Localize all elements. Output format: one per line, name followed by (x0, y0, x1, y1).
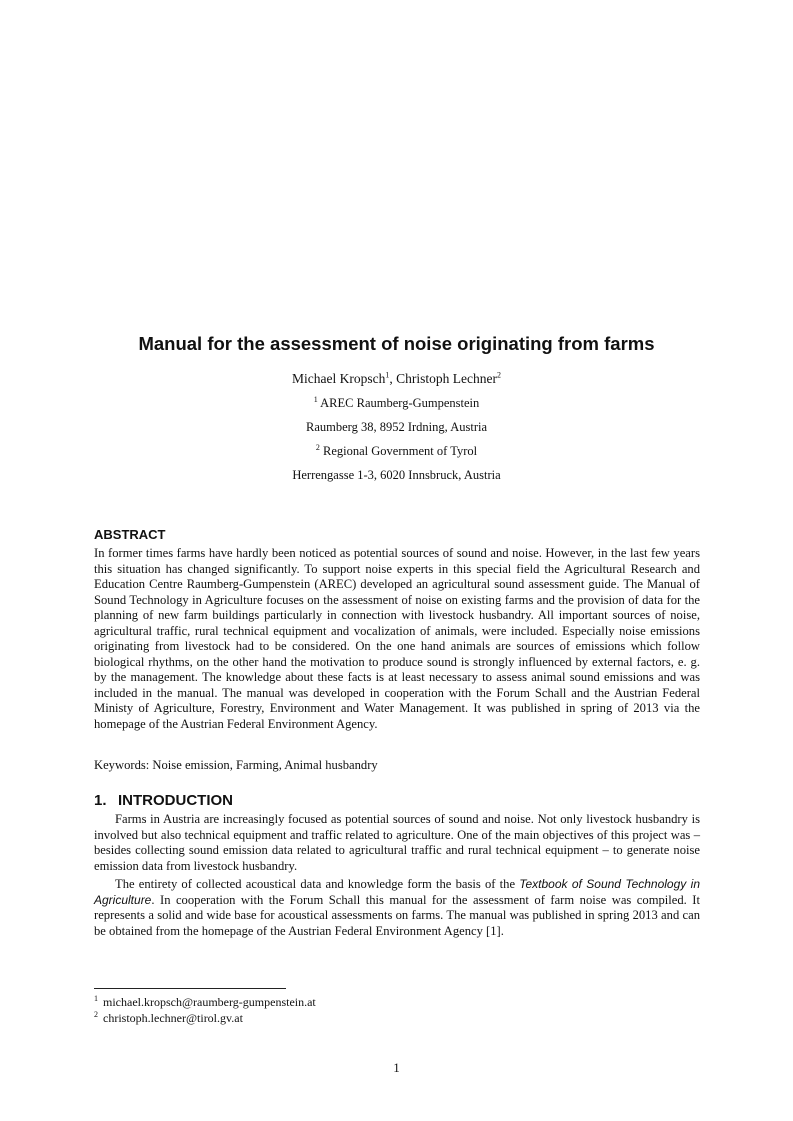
paper-title: Manual for the assessment of noise originating from farms (138, 333, 655, 354)
intro-paragraph: The entirety of collected acoustical data and knowledge form the basis of the Textbook of Sound Technology in Agriculture. In cooperation with the Forum Schall this manual for the assessment of farm noise was compiled. It represents a solid and wide base for acoustical assessments on farms. The manual was published in spring 2013 and can be obtained from the homepage of the Austrian Federal Environment Agency [1]. (94, 877, 701, 938)
author-name: Christoph Lechner (396, 371, 497, 386)
affiliation-marker: 2 (315, 442, 320, 452)
section-title: INTRODUCTION (118, 792, 233, 809)
footnote-email[interactable]: christoph.lechner@tirol.gv.at (103, 1011, 243, 1025)
footnote-email[interactable]: michael.kropsch@raumberg-gumpenstein.at (103, 995, 316, 1009)
footnote-divider (94, 988, 286, 989)
page-number: 1 (393, 1060, 400, 1075)
section-number: 1. (94, 792, 107, 809)
author-name: Michael Kropsch (292, 371, 386, 386)
affiliation-address: Herrengasse 1-3, 6020 Innsbruck, Austria (292, 468, 501, 482)
footnote (94, 994, 316, 1010)
author-separator: , (389, 371, 397, 386)
affiliation-marker: 2 (496, 370, 501, 380)
footnote-mark: 1 (94, 994, 98, 1003)
abstract-text: In former times farms have hardly been noticed as potential sources of sound and noise. However, in the last few years this situation has changed significantly. To support noise experts in this special field the Agricultural Research and Education Centre Raumberg-Gumpenstein (AREC) developed an agricultural sound assessment guide. The Manual of Sound Technology in Agriculture focuses on the assessment of noise on existing farms and the provision of data for the planning of new farm buildings particularly in connection with livestock husbandry. All important sources of noise, agricultural traffic, rural technical equipment and vocalization of animals, were included. Especially noise emissions originating from livestock had to be considered. On the one hand animals are sources of emissions which follow biological rhythms, on the other hand the motivation to produce sound is strongly influenced by external factors, e. g. by the management. The knowledge about these facts is at least necessary to assess animal sound emissions and was included in the manual. The manual was developed in cooperation with the Forum Schall and the Austrian Federal Ministy of Agriculture, Forestry, Environment and Water Management. It was published in spring of 2013 via the homepage of the Austrian Federal Environment Agency. (94, 546, 700, 731)
section-heading (94, 792, 233, 809)
intro-paragraph: Farms in Austria are increasingly focused as potential sources of sound and noise. Not only livestock husbandry is involved but also technical equipment and traffic related to agriculture. One of the main objectives of this project was – besides collecting sound emission data related to agricultural traffic and rural technical equipment – to generate noise emission data from livestock husbandry. (94, 812, 700, 873)
book-title: Textbook of Sound Technology in Agriculture (94, 877, 701, 907)
affiliation-name: $^2$ Regional Government of Tyrol (315, 442, 478, 458)
affiliation-marker: 1 (385, 370, 390, 380)
keywords: Keywords: Noise emission, Farming, Animal husbandry (94, 758, 378, 772)
affiliation-name: $^1$ AREC Raumberg-Gumpenstein (313, 394, 480, 410)
abstract-heading: ABSTRACT (94, 527, 166, 542)
footnote-mark: 2 (94, 1010, 98, 1019)
author-line (0, 371, 793, 387)
affiliation-address: Raumberg 38, 8952 Irdning, Austria (306, 420, 487, 434)
footnote (94, 1010, 243, 1026)
affiliation-marker: 1 (313, 394, 318, 404)
